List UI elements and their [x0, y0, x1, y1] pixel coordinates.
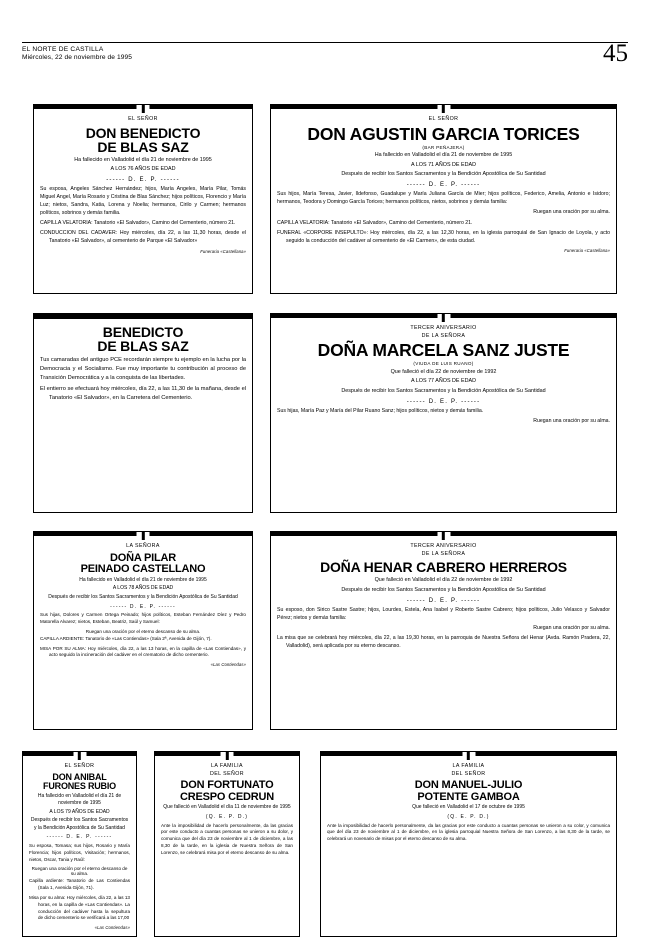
sacraments-line: Después de recibir los Santos Sacramentos y la Bendición Apostólica de Su Santidad — [341, 171, 546, 178]
deceased-name — [29, 773, 130, 791]
sacraments-line: Después de recibir los Santos Sacramentos y la Bendición Apostólica de Su Santidad — [48, 594, 238, 601]
family-paragraph: Su esposo, don Sirico Sastre Sastre; hijos, Lourdes, Estela, Ana Isabel y Roberto Sastre Cabrero; hijos políticos, Julio Velasco y Salvador Pérez; nietos y demás familia: — [277, 606, 610, 621]
funeral-home-signature: «Las Contiendas» — [94, 924, 130, 930]
sacraments-line: Después de recibir los Santos Sacramentos y la Bendición Apostólica de Su Santidad — [341, 387, 546, 394]
prayer-line: Ruegan una oración por el eterno descanso de su alma. — [85, 628, 201, 634]
obituary-notice — [22, 751, 137, 937]
service-info: FUNERAL «CORPORE INSEPULTO»: Hoy miércoles, día 22, a las 12,30 horas, en la iglesia parroquial de San Ignacio de Loyola, y acto seguido la conducción del cadáver al cementerio de «El Carmen», de esta ciudad. — [277, 230, 610, 244]
notice-body — [29, 763, 130, 930]
service-info: La misa que se celebrará hoy miércoles, día 22, a las 19,30 horas, en la parroquia de Nuestra Señora del Henar (Avda. Ramón Pradera, 22, Valladolid), será aplicada por su eterno descanso. — [277, 635, 610, 650]
deceased-name — [277, 342, 610, 360]
deceased-name — [327, 780, 610, 802]
deceased-name-line-2: DE BLAS SAZ — [97, 338, 189, 355]
chapel-info: CAPILLA ARDIENTE: Tanatorio de «Las Contiendas» (Sala 2ª, Avenida de Gijón, 7). — [40, 636, 212, 642]
family-paragraph: Su esposa, Angeles Sánchez Hernández; hijos, María Angeles, María Pilar, Tomás Miguel Angel, María Rosario y Cristina de Blas Sánchez; hijos políticos, Florencio y María Luz; nietos, Sandra, Katia, Lorena y Noelia; hermanos, Cirilo y Carmen; hermanos políticos, sobrinos y demás familia. — [40, 186, 246, 216]
cross-vertical — [141, 104, 144, 113]
obituary-notice — [270, 313, 617, 513]
publication-date: Miércoles, 22 de noviembre de 1995 — [22, 54, 133, 62]
deceased-name-line-2: FURONES RUBIO — [43, 780, 116, 791]
sacraments-line: Después de recibir los Santos Sacramentos y la Bendición Apostólica de Su Santidad — [341, 586, 546, 593]
family-paragraph: Sus hijas, María Paz y María del Pilar Ruano Sanz; hijos políticos, nietos y demás familia. — [277, 408, 484, 415]
obituary-notice — [320, 751, 617, 937]
deceased-name-line-2: POTENTE GAMBOA — [417, 790, 520, 803]
notice-body — [40, 543, 246, 667]
cross-icon — [437, 531, 450, 540]
deceased-name-line-1: DON MANUEL-JULIO — [414, 779, 523, 792]
prayer-line: Ruegan una oración por el eterno descanso de su alma. — [31, 865, 128, 876]
deceased-name-line-1: DOÑA PILAR — [109, 551, 177, 564]
notice-eyebrow: LA FAMILIA DEL SEÑOR — [451, 763, 486, 777]
notice-body — [40, 116, 246, 254]
rest-in-peace-line: (Q. E. P. D.) — [205, 814, 249, 821]
rest-in-peace-line: ------ D. E. P. ------ — [406, 182, 481, 189]
notice-eyebrow: TERCER ANIVERSARIO DE LA SEÑORA — [410, 325, 477, 339]
paper-name: EL NORTE DE CASTILLA — [22, 46, 104, 53]
service-info: Misa por su alma: Hoy miércoles, día 22, a las 13 horas, en la capilla de «Las Contiendas». La conducción del cadáver hasta la sepultura de dicho cementerio se verificará a las 17,00 — [29, 894, 130, 921]
age-line: A LOS 76 AÑOS DE EDAD — [110, 166, 176, 173]
cross-icon — [137, 104, 150, 113]
service-info: CONDUCCION DEL CADAVER: Hoy miércoles, día 22, a las 11,30 horas, desde el Tanatorio «El Salvador», al cementerio de Parque «El Salvador» — [40, 230, 246, 245]
death-date-line: Que falleció en Valladolid el 17 de octubre de 1995 — [412, 804, 525, 811]
notice-eyebrow: EL SEÑOR — [428, 116, 459, 122]
notice-body — [327, 763, 610, 843]
funeral-home-signature: «Las Contiendas» — [210, 661, 246, 667]
chapel-info: Capilla ardiente: Tanatorio de Las Contiendas (Sala 1, Avenida Gijón, 71). — [29, 878, 130, 891]
family-paragraph: Ante la imposibilidad de hacerlo personalmente, da las gracias por este conducto a cuantas personas se unieron a su color, y comunica que del día 23 de noviembre al 1 de diciembre, en la iglesia parroquial Nuestra Señora de San Lorenzo, a las 8,30 de la tarde, se celebrará un novenario de misas por el eterno descanso de su alma. — [327, 822, 610, 842]
cross-icon — [462, 751, 475, 760]
age-line: A LOS 79 AÑOS DE EDAD — [49, 808, 110, 815]
rest-in-peace-line: ------ D. E. P. ------ — [406, 399, 481, 406]
rest-in-peace-line: ------ D. E. P. ------ — [46, 834, 113, 841]
service-info: El entierro se efectuará hoy miércoles, día 22, a las 11,30 de la mañana, desde el Tanatorio «El Salvador», en la Carretera del Cementerio. — [40, 386, 246, 401]
deceased-name-line-2: DE BLAS SAZ — [97, 138, 189, 155]
notice-eyebrow: LA SEÑORA — [126, 543, 160, 549]
cross-icon — [73, 751, 86, 760]
death-date-line: Ha fallecido en Valladolid el día 21 de noviembre de 1995 — [79, 576, 207, 583]
chapel-info: CAPILLA VELATORIA: Tanatorio «El Salvador», Camino del Cementerio, número 21. — [40, 220, 236, 227]
age-line: A LOS 78 AÑOS DE EDAD — [112, 585, 174, 592]
deceased-name — [161, 780, 293, 802]
obituary-notice — [33, 313, 253, 513]
prayer-line: Ruegan una oración por su alma. — [533, 209, 610, 216]
cross-icon — [437, 313, 450, 322]
notice-eyebrow: LA FAMILIA DEL SEÑOR — [209, 763, 244, 777]
prayer-line: Ruegan una oración por su alma. — [533, 624, 610, 631]
notice-eyebrow: EL SEÑOR — [64, 763, 95, 769]
family-paragraph: Sus hijos, María Teresa, Javier, Ildefonso, Guadalupe y María Juliana García de Mier; hijos políticos, Federico, Amelia, Antonio e Isidoro; hermanos, Teodora y Domingo García Torices; hermanos políticos, nietos, sobrinos y demás familia: — [277, 191, 610, 206]
obituary-notice — [154, 751, 300, 937]
deceased-name-line-1: DOÑA MARCELA SANZ JUSTE — [317, 340, 570, 361]
notice-body — [277, 543, 610, 651]
obituary-notice — [270, 104, 617, 294]
deceased-name — [277, 123, 610, 144]
deceased-name-line-2: PEINADO CASTELLANO — [80, 562, 206, 575]
prayer-line: Ruegan una oración por su alma. — [533, 418, 610, 425]
notice-body — [40, 325, 246, 403]
deceased-alias: (VIUDA DE LUIS RUANO) — [413, 361, 474, 367]
notice-eyebrow: EL SEÑOR — [128, 116, 158, 122]
deceased-alias: (BAR PEÑAJERA) — [422, 144, 465, 150]
death-date-line: Que falleció el día 22 de noviembre de 1992 — [390, 368, 497, 375]
family-paragraph: Tus camaradas del antiguo PCE recordarán siempre tu ejemplo en la lucha por la Democracia y el Socialismo. Fue muy importante tu contribución al proceso de Transición Democrática y a la conquista de las libertades. — [40, 357, 246, 381]
age-line: A LOS 77 AÑOS DE EDAD — [410, 378, 476, 385]
sacraments-line: Después de recibir los Santos Sacramentos y la Bendición Apostólica de Su Santidad — [30, 817, 129, 831]
funeral-home-signature: Funeraria «Castellana» — [564, 248, 610, 254]
rest-in-peace-line: ------ D. E. P. ------ — [110, 603, 176, 610]
obituary-notice — [270, 531, 617, 730]
death-date-line: Que falleció en Valladolid el día 11 de noviembre de 1995 — [163, 804, 291, 811]
cross-vertical — [442, 313, 445, 322]
deceased-name-line-1: DON BENEDICTO — [85, 124, 201, 141]
chapel-info: CAPILLA VELATORIA: Tanatorio «El Salvador», Camino del Cementerio, número 21. — [277, 219, 473, 226]
deceased-name-line-1: DOÑA HENAR CABRERO HERREROS — [320, 559, 567, 576]
family-paragraph: Ante la imposibilidad de hacerlo personalmente, da las gracias por este conducto a cuantas personas se unieron a su dolor, y comunica que del día 23 de noviembre al 1 de diciembre, a las 8,30 de la tarde, en la iglesia de Nuestra Señora de San Lorenzo, se celebrará misa por el eterno descanso de su alma. — [161, 822, 293, 856]
deceased-name-line-1: DON ANIBAL — [52, 771, 107, 782]
cross-icon — [437, 104, 450, 113]
deceased-name-line-1: BENEDICTO — [102, 324, 184, 340]
cross-icon — [137, 531, 150, 540]
cross-icon — [221, 751, 234, 760]
deceased-name — [40, 325, 246, 354]
death-date-line: Que falleció en Valladolid el día 22 de noviembre de 1992 — [374, 577, 513, 584]
deceased-name — [40, 126, 246, 155]
death-date-line: Ha fallecido en Valladolid el día 21 de noviembre de 1995 — [37, 792, 122, 806]
deceased-name — [277, 560, 610, 574]
notice-body — [277, 325, 610, 426]
notice-eyebrow: TERCER ANIVERSARIO DE LA SEÑORA — [410, 543, 477, 557]
age-line: A LOS 71 AÑOS DE EDAD — [410, 161, 476, 168]
death-date-line: Ha fallecido en Valladolid el día 21 de noviembre de 1995 — [374, 152, 513, 159]
death-date-line: Ha fallecido en Valladolid el día 21 de noviembre de 1995 — [74, 156, 212, 163]
notice-body — [277, 116, 610, 253]
deceased-name-line-2: CRESPO CEDRUN — [180, 790, 274, 803]
notice-body — [161, 763, 293, 857]
rest-in-peace-line: ------ D. E. P. ------ — [406, 597, 481, 604]
deceased-name-line-1: DON AGUSTIN GARCIA TORICES — [307, 123, 580, 144]
rest-in-peace-line: ------ D. E. P. ------ — [106, 177, 180, 184]
rest-in-peace-line: (Q. E. P. D.) — [447, 814, 490, 821]
service-info: MISA POR SU ALMA: Hoy miércoles, día 22, a las 13 horas, en la capilla de «Las Contiendas», y acto seguido la incineración del cadáver en el crematorio de dicho cementerio. — [40, 645, 246, 658]
deceased-name-line-1: DON FORTUNATO — [180, 779, 274, 792]
cross-vertical — [467, 751, 470, 760]
page-number: 45 — [603, 40, 628, 67]
cross-vertical — [442, 104, 445, 113]
deceased-name — [40, 553, 246, 575]
family-paragraph: Sus hijas, Dolores y Carmen Ortega Peinado; hijos políticos, Esteban Fernández Díez y Pedro Matorella Alvarez; nietos, Esteban, Beatriz, Saúl y Samuel: — [40, 612, 246, 625]
cross-vertical — [141, 531, 144, 540]
family-paragraph: Su esposa, Tomasa; sus hijos, Rosario y María Florencia; hijos políticos, Visitación; hermanos, nietos, Oscar, Tania y Raúl: — [29, 842, 130, 862]
cross-vertical — [78, 751, 81, 760]
obituary-notice — [33, 531, 253, 730]
cross-vertical — [442, 531, 445, 540]
cross-vertical — [225, 751, 228, 760]
funeral-home-signature: Funeraria «Castellana» — [200, 248, 246, 254]
black-mourning-bar — [33, 313, 253, 319]
obituary-notice — [33, 104, 253, 294]
